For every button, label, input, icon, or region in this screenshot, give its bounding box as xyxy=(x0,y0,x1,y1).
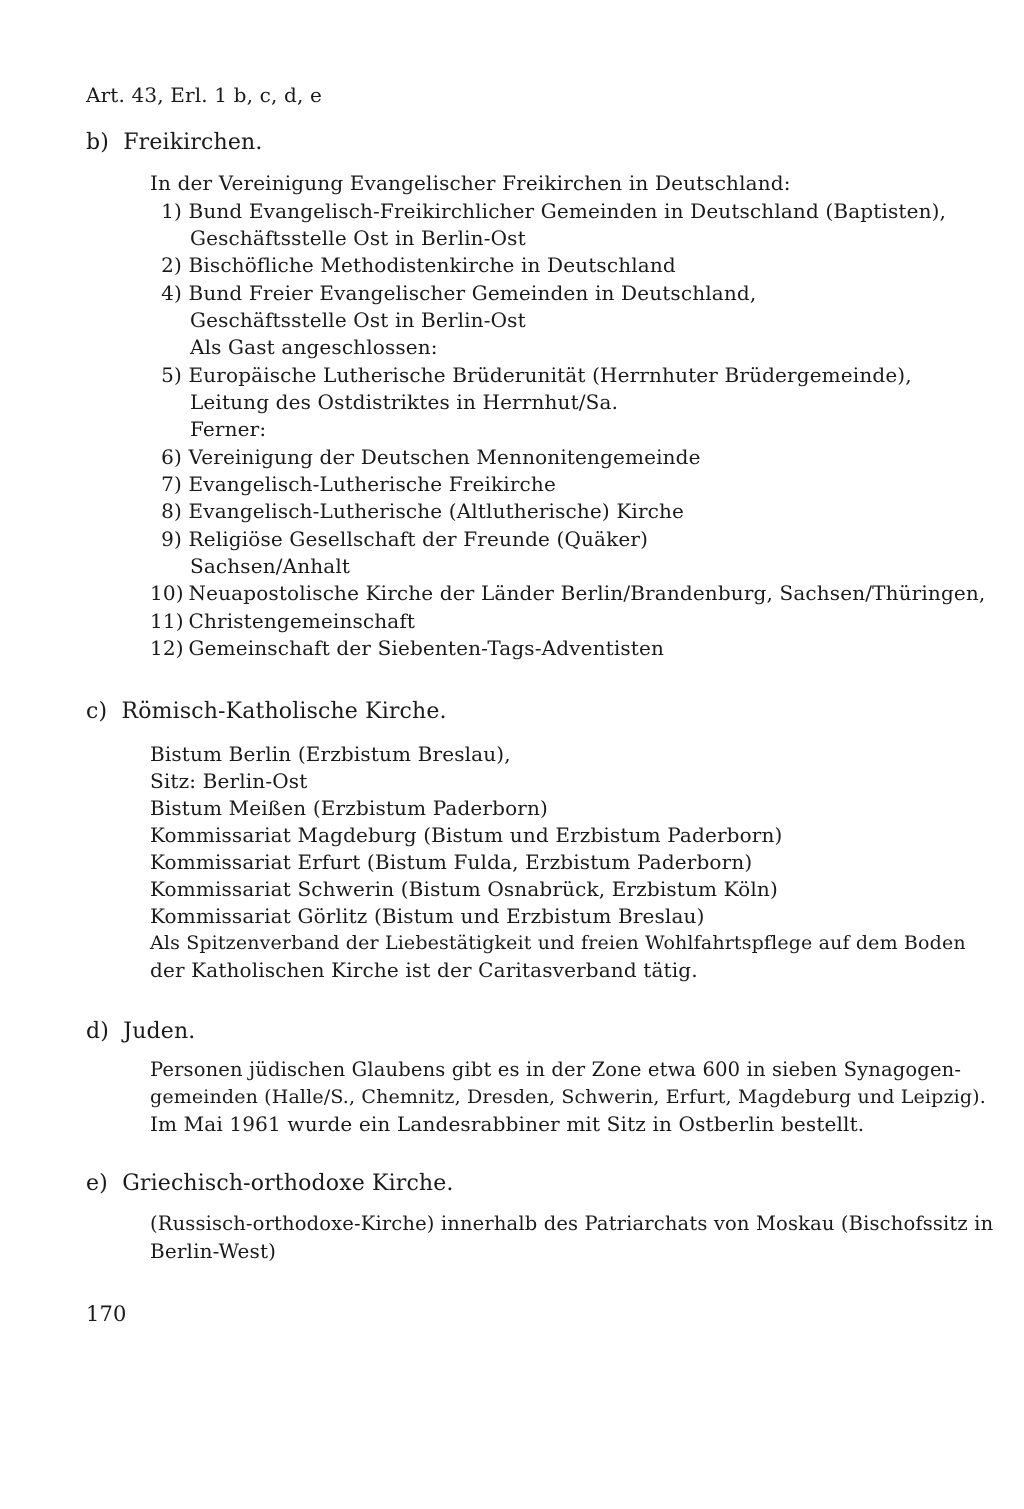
list-item-text: Evangelisch-Lutherische (Altlutherische) Kirche xyxy=(188,499,685,523)
list-item-number: 1) xyxy=(161,199,182,223)
list-item-text: Bund Evangelisch-Freikirchlicher Gemeinden in Deutschland (Baptisten), xyxy=(188,199,947,223)
list-item xyxy=(150,362,912,388)
list-item-number: 6) xyxy=(161,445,182,469)
text-line: Als Spitzenverband der Liebestätigkeit und freien Wohlfahrtspflege auf dem Boden xyxy=(150,932,966,954)
text-line: Sitz: Berlin-Ost xyxy=(150,769,308,793)
list-item xyxy=(190,307,526,333)
list-item xyxy=(190,416,266,442)
section-d-title: Juden. xyxy=(123,1019,196,1044)
text-line: Bistum Berlin (Erzbistum Breslau), xyxy=(150,742,511,766)
list-item-text: Christengemeinschaft xyxy=(188,609,416,633)
text-line: Kommissariat Schwerin (Bistum Osnabrück, Erzbistum Köln) xyxy=(150,877,778,901)
list-item-text: Bischöfliche Methodistenkirche in Deutschland xyxy=(188,253,676,277)
list-item xyxy=(150,608,415,634)
section-b-marker: b) xyxy=(86,130,109,155)
list-item-text: Religiöse Gesellschaft der Freunde (Quäker) xyxy=(188,527,649,551)
list-item-text: Geschäftsstelle Ost in Berlin-Ost xyxy=(190,308,526,332)
list-item-text: Als Gast angeschlossen: xyxy=(190,335,438,359)
list-item xyxy=(150,580,985,606)
list-item xyxy=(150,498,684,524)
list-item-text: Bund Freier Evangelischer Gemeinden in Deutschland, xyxy=(188,281,757,305)
list-item-text: Sachsen/Anhalt xyxy=(190,554,351,578)
list-item xyxy=(190,553,350,579)
list-item-number: 5) xyxy=(161,363,182,387)
list-item-number: 8) xyxy=(161,499,182,523)
list-item-number: 10) xyxy=(150,581,184,605)
page-header: Art. 43, Erl. 1 b, c, d, e xyxy=(86,83,322,107)
list-item-number: 9) xyxy=(161,527,182,551)
list-item-text: Ferner: xyxy=(190,417,267,441)
list-item-text: Neuapostolische Kirche der Länder Berlin/Brandenburg, Sachsen/Thüringen, xyxy=(188,581,986,605)
list-item-text: Leitung des Ostdistriktes in Herrnhut/Sa. xyxy=(190,390,619,414)
list-item xyxy=(150,444,701,470)
text-line: Personen jüdischen Glaubens gibt es in der Zone etwa 600 in sieben Synagogen- xyxy=(150,1058,962,1081)
text-line: Berlin-West) xyxy=(150,1239,277,1263)
text-line: Bistum Meißen (Erzbistum Paderborn) xyxy=(150,796,548,820)
list-item xyxy=(150,635,664,661)
section-c-heading xyxy=(86,698,447,726)
section-b-intro: In der Vereinigung Evangelischer Freikirchen in Deutschland: xyxy=(150,171,791,195)
list-item xyxy=(190,334,438,360)
text-line: (Russisch-orthodoxe-Kirche) innerhalb des Patriarchats von Moskau (Bischofssitz in xyxy=(150,1212,994,1235)
section-e-heading xyxy=(86,1170,454,1198)
list-item-text: Gemeinschaft der Siebenten-Tags-Adventisten xyxy=(188,636,664,660)
list-item-number: 11) xyxy=(150,609,184,633)
list-item-text: Europäische Lutherische Brüderunität (Herrnhuter Brüdergemeinde), xyxy=(188,363,912,387)
list-item xyxy=(150,252,676,278)
section-d-heading xyxy=(86,1018,195,1046)
text-line: der Katholischen Kirche ist der Caritasverband tätig. xyxy=(150,958,698,982)
section-c-title: Römisch-Katholische Kirche. xyxy=(121,699,447,724)
list-item-text: Vereinigung der Deutschen Mennonitengemeinde xyxy=(188,445,701,469)
text-line: Kommissariat Magdeburg (Bistum und Erzbistum Paderborn) xyxy=(150,823,783,847)
list-item-text: Geschäftsstelle Ost in Berlin-Ost xyxy=(190,226,526,250)
page-number: 170 xyxy=(86,1302,127,1326)
list-item xyxy=(150,198,946,224)
section-c-marker: c) xyxy=(86,699,108,724)
section-b-heading xyxy=(86,129,262,157)
section-e-title: Griechisch-orthodoxe Kirche. xyxy=(122,1171,454,1196)
section-d-marker: d) xyxy=(86,1019,109,1044)
list-item-number: 12) xyxy=(150,636,184,660)
list-item xyxy=(150,526,648,552)
text-line: gemeinden (Halle/S., Chemnitz, Dresden, Schwerin, Erfurt, Magdeburg und Leipzig). xyxy=(150,1086,986,1108)
list-item xyxy=(190,389,618,415)
text-line: Im Mai 1961 wurde ein Landesrabbiner mit Sitz in Ostberlin bestellt. xyxy=(150,1112,865,1136)
list-item-number: 7) xyxy=(161,472,182,496)
section-e-marker: e) xyxy=(86,1171,108,1196)
text-line: Kommissariat Görlitz (Bistum und Erzbistum Breslau) xyxy=(150,904,705,928)
list-item xyxy=(150,471,556,497)
list-item-text: Evangelisch-Lutherische Freikirche xyxy=(188,472,556,496)
list-item xyxy=(150,280,756,306)
list-item-number: 4) xyxy=(161,281,182,305)
list-item-number: 2) xyxy=(161,253,182,277)
text-line: Kommissariat Erfurt (Bistum Fulda, Erzbistum Paderborn) xyxy=(150,850,753,874)
list-item xyxy=(190,225,526,251)
section-b-title: Freikirchen. xyxy=(123,130,263,155)
